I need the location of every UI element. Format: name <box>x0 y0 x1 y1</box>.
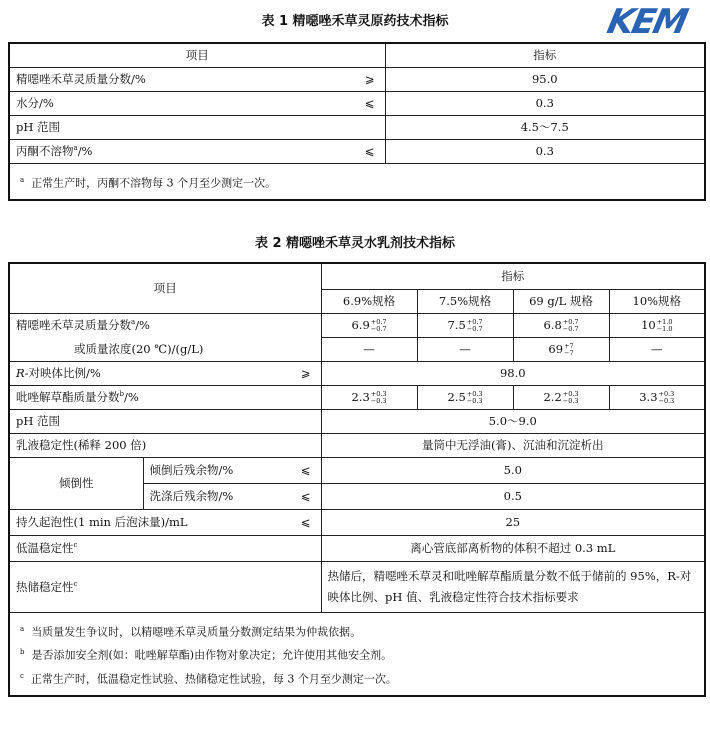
table-row <box>9 385 705 409</box>
footnote: $^b$ 是否添加安全剂(如：吡唑解草酯)由作物对象决定；允许使用其他安全剂。 <box>20 648 393 662</box>
table-row <box>9 361 705 385</box>
row-symbol: ⩽ <box>329 91 385 115</box>
row-label: pH 范围 <box>9 115 329 139</box>
footnote: $^c$ 正常生产时，低温稳定性试验、热储稳定性试验，每 3 个月至少测定一次。 <box>20 671 397 686</box>
table-row <box>9 561 705 612</box>
tol-value: 3.3+0.3 −0.3 <box>609 385 705 409</box>
row-value: 95.0 <box>385 67 705 91</box>
table-row <box>9 433 705 457</box>
sub-label: 倾倒后残余物/% <box>143 457 275 483</box>
table-row <box>9 313 705 337</box>
row-value: 4.5～7.5 <box>385 115 705 139</box>
spec-header: 7.5%规格 <box>417 289 513 313</box>
row-symbol: ⩾ <box>275 361 321 385</box>
row-value: 热储后，精噁唑禾草灵和吡唑解草酯质量分数不低于储前的 95%，R-对映体比例、pH 值、乳液稳定性符合技术指标要求 <box>321 561 705 612</box>
table2-title: 表 2 精噁唑禾草灵水乳剂技术指标 <box>254 236 456 251</box>
row-symbol: ⩽ <box>329 139 385 163</box>
tol-value: 2.5+0.3 −0.3 <box>417 385 513 409</box>
row-symbol: ⩽ <box>275 457 321 483</box>
tol-value: — <box>609 337 705 361</box>
row-label: 倾倒性 <box>9 457 143 509</box>
row-label: R-对映体比例/% <box>9 361 275 385</box>
row-label: 低温稳定性$^c$ <box>9 535 321 561</box>
t1-header-index: 指标 <box>385 43 705 67</box>
row-value: 量筒中无浮油(膏)、沉油和沉淀析出 <box>321 433 705 457</box>
tol-value: 7.5+0.7 −0.7 <box>417 313 513 337</box>
tol-value: 69+7 −7 <box>513 337 609 361</box>
t2-header-item: 项目 <box>9 263 321 313</box>
footnote-mark: a <box>73 144 78 153</box>
tol-value: 10+1.0 −1.0 <box>609 313 705 337</box>
table-row <box>9 139 705 163</box>
row-value: 0.3 <box>385 139 705 163</box>
spec-header: 69 g/L 规格 <box>513 289 609 313</box>
row-label: 精噁唑禾草灵质量分数$^a$/% <box>9 313 321 337</box>
tol-value: — <box>417 337 513 361</box>
sub-label: 洗涤后残余物/% <box>143 483 275 509</box>
row-value: 5.0～9.0 <box>321 409 705 433</box>
t2-footnotes <box>9 612 705 696</box>
table2 <box>8 262 706 697</box>
table-row <box>9 509 705 535</box>
row-label: 持久起泡性(1 min 后泡沫量)/mL <box>9 509 275 535</box>
table-row <box>9 535 705 561</box>
tol-value: — <box>321 337 417 361</box>
row-symbol: ⩽ <box>275 483 321 509</box>
table-row <box>9 457 705 483</box>
t2-header-index: 指标 <box>321 263 705 289</box>
footnote: $^a$ 当质量发生争议时，以精噁唑禾草灵质量分数测定结果为仲裁依据。 <box>20 624 362 639</box>
table-row <box>9 115 705 139</box>
row-label: pH 范围 <box>9 409 321 433</box>
row-value: 离心管底部离析物的体积不超过 0.3 mL <box>321 535 705 561</box>
table1-title: 表 1 精噁唑禾草灵原药技术指标 <box>261 14 449 29</box>
row-symbol: ⩾ <box>329 67 385 91</box>
row-label: 乳液稳定性(稀释 200 倍) <box>9 433 321 457</box>
tol-value: 6.8+0.7 −0.7 <box>513 313 609 337</box>
row-label: 或质量浓度(20 ℃)/(g/L) <box>9 337 321 361</box>
table-row <box>9 91 705 115</box>
row-value: 98.0 <box>321 361 705 385</box>
kem-logo: KEM <box>603 2 690 42</box>
tol-value: 6.9+0.7 −0.7 <box>321 313 417 337</box>
t1-footnote: $^a$ 正常生产时，丙酮不溶物每 3 个月至少测定一次。 <box>9 163 705 200</box>
row-label: 热储稳定性$^c$ <box>9 561 321 612</box>
t1-header-item: 项目 <box>9 43 385 67</box>
tol-value: 2.3+0.3 −0.3 <box>321 385 417 409</box>
table-row <box>9 337 705 361</box>
row-value: 0.3 <box>385 91 705 115</box>
row-symbol <box>329 115 385 139</box>
row-label: 水分/% <box>9 91 329 115</box>
row-value: 0.5 <box>321 483 705 509</box>
spec-header: 6.9%规格 <box>321 289 417 313</box>
table1 <box>8 42 706 201</box>
row-label: 丙酮不溶物$^a$/% <box>9 139 329 163</box>
row-label: 精噁唑禾草灵质量分数/% <box>9 67 329 91</box>
tol-value: 2.2+0.3 −0.3 <box>513 385 609 409</box>
table-row <box>9 67 705 91</box>
spec-header: 10%规格 <box>609 289 705 313</box>
row-label: 吡唑解草酯质量分数$^b$/% <box>9 385 321 409</box>
row-value: 25 <box>321 509 705 535</box>
table-row <box>9 409 705 433</box>
row-value: 5.0 <box>321 457 705 483</box>
row-symbol: ⩽ <box>275 509 321 535</box>
